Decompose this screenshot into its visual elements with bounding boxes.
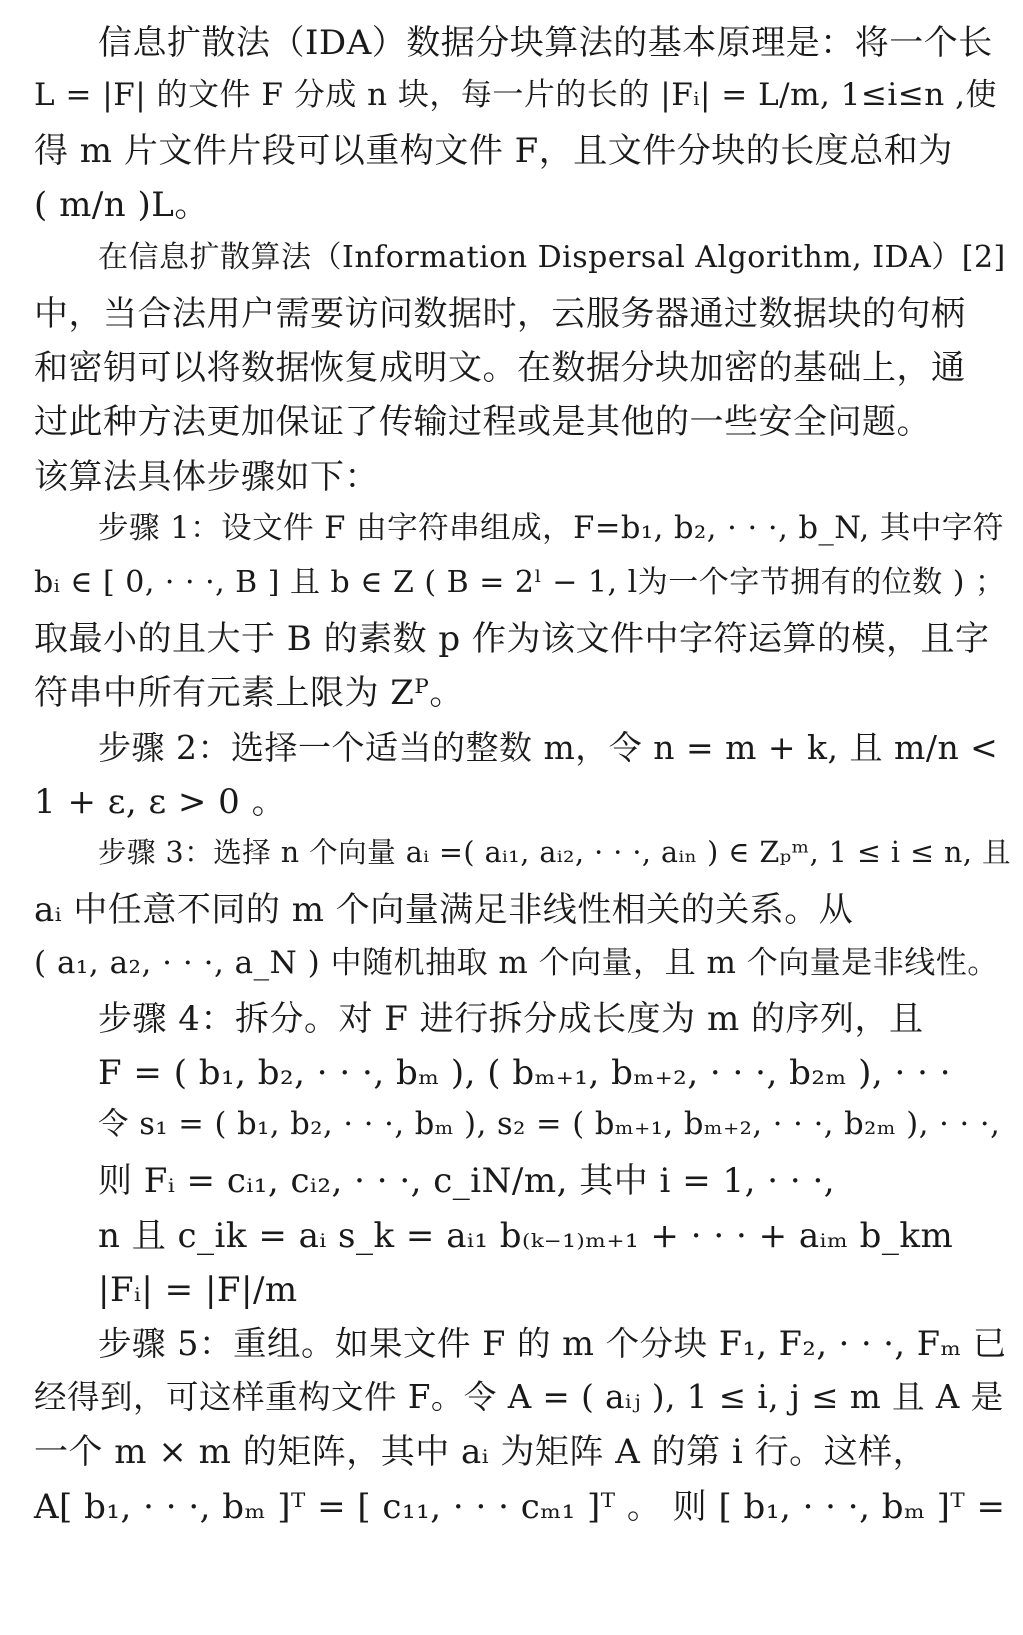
- text-line: 步骤 3：选择 n 个向量 aᵢ =( aᵢ₁, aᵢ₂, · · ·, aᵢₙ ) ∈ Zₚᵐ, 1 ≤ i ≤ n, 且: [98, 836, 1011, 869]
- text-line: L = |F| 的文件 F 分成 n 块，每一片的长的 |Fᵢ| = L/m, 1≤i≤n ,使: [34, 77, 997, 113]
- text-line: 符串中所有元素上限为 Zᴾ。: [34, 673, 464, 713]
- text-line: 和密钥可以将数据恢复成明文。在数据分块加密的基础上，通: [34, 348, 966, 388]
- text-line: 1 + ε, ε > 0 。: [34, 782, 287, 822]
- text-line: ( m/n )L。: [34, 185, 209, 225]
- text-line: 得 m 片文件片段可以重构文件 F，且文件分块的长度总和为: [34, 131, 953, 171]
- formula-line: n 且 c_ik = aᵢ s_k = aᵢ₁ b₍ₖ₋₁₎ₘ₊₁ + · · · + aᵢₘ b_km: [98, 1216, 954, 1256]
- formula-line: |Fᵢ| = |F|/m: [98, 1270, 298, 1310]
- text-line: bᵢ ∈ [ 0, · · ·, B ] 且 b ∈ Z ( B = 2ˡ − 1, l为一个字节拥有的位数 ) ；: [34, 565, 1006, 600]
- text-line: 信息扩散法（IDA）数据分块算法的基本原理是：将一个长: [98, 23, 993, 63]
- text-line: 取最小的且大于 B 的素数 p 作为该文件中字符运算的模，且字: [34, 619, 990, 659]
- formula-line: 令 s₁ = ( b₁, b₂, · · ·, bₘ ), s₂ = ( bₘ₊₁, bₘ₊₂, · · ·, b₂ₘ ), · · ·,: [98, 1107, 1001, 1142]
- text-line: 步骤 4：拆分。对 F 进行拆分成长度为 m 的序列，且: [98, 999, 924, 1039]
- text-line: 一个 m × m 的矩阵，其中 aᵢ 为矩阵 A 的第 i 行。这样，: [34, 1432, 928, 1472]
- text-line: 在信息扩散算法（Information Dispersal Algorithm, IDA）[2]: [98, 240, 1006, 275]
- text-line: 步骤 5：重组。如果文件 F 的 m 个分块 F₁, F₂, · · ·, Fₘ 已: [98, 1324, 1007, 1363]
- formula-line: F = ( b₁, b₂, · · ·, bₘ ), ( bₘ₊₁, bₘ₊₂, · · ·, b₂ₘ ), · · ·: [98, 1053, 952, 1093]
- text-line: ( a₁, a₂, · · ·, a_N ) 中随机抽取 m 个向量，且 m 个向量是非线性。: [34, 945, 999, 981]
- text-line: 经得到，可这样重构文件 F。令 A = ( aᵢⱼ ), 1 ≤ i, j ≤ m 且 A 是: [34, 1378, 1004, 1416]
- text-line: 过此种方法更加保证了传输过程或是其他的一些安全问题。: [34, 402, 931, 442]
- formula-line: 则 Fᵢ = cᵢ₁, cᵢ₂, · · ·, c_iN/m, 其中 i = 1, · · ·,: [98, 1161, 836, 1201]
- text-line: 该算法具体步骤如下：: [34, 457, 379, 497]
- text-line: 步骤 2：选择一个适当的整数 m，令 n = m + k, 且 m/n <: [98, 728, 999, 767]
- text-line: 步骤 1：设文件 F 由字符串组成，F=b₁, b₂, · · ·, b_N, 其中字符: [98, 511, 1004, 546]
- text-line: A[ b₁, · · ·, bₘ ]ᵀ = [ c₁₁, · · · cₘ₁ ]ᵀ 。 则 [ b₁, · · ·, bₘ ]ᵀ =: [34, 1487, 1006, 1527]
- text-line: aᵢ 中任意不同的 m 个向量满足非线性相关的关系。从: [34, 890, 854, 930]
- text-line: 中，当合法用户需要访问数据时，云服务器通过数据块的句柄: [34, 294, 966, 334]
